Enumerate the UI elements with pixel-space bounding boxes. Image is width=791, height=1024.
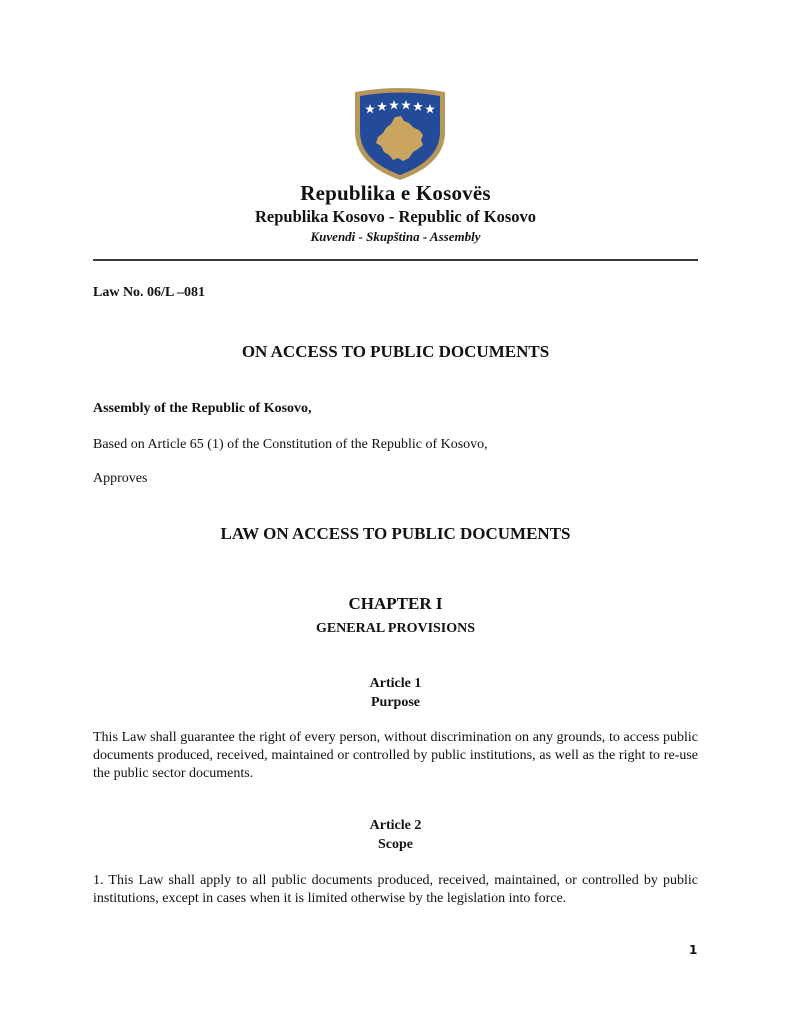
chapter-name: GENERAL PROVISIONS (315, 621, 476, 636)
law-title: LAW ON ACCESS TO PUBLIC DOCUMENTS (220, 524, 571, 543)
preamble-action: Approves (93, 471, 148, 486)
article-1-heading: Purpose (371, 695, 420, 710)
kosovo-coat-of-arms-icon (351, 86, 449, 182)
header-title-multilingual: Republika Kosovo - Republic of Kosovo (255, 207, 536, 226)
header-divider (93, 259, 698, 261)
article-1-number: Article 1 (369, 676, 422, 691)
article-2-heading: Scope (378, 837, 413, 852)
preamble-basis: Based on Article 65 (1) of the Constitution of the Republic of Kosovo, (93, 437, 488, 452)
page-number: 1 (689, 943, 698, 957)
header-title-albanian: Republika e Kosovës (300, 181, 491, 205)
chapter-number: CHAPTER I (348, 594, 443, 613)
article-1-text: This Law shall guarantee the right of every person, without discrimination on any grounds, to access public documents produced, received, maintained or controlled by public institutions, as well as the right to re-use the public sector documents. (93, 730, 698, 781)
document-title: ON ACCESS TO PUBLIC DOCUMENTS (241, 342, 550, 361)
article-2-number: Article 2 (369, 818, 422, 833)
header-institution: Kuvendi - Skupština - Assembly (310, 229, 481, 244)
law-number: Law No. 06/L –081 (93, 285, 206, 300)
preamble-issuer: Assembly of the Republic of Kosovo, (93, 401, 312, 416)
article-2-text: 1. This Law shall apply to all public documents produced, received, maintained, or controlled by public institutions, except in cases when it is limited otherwise by the legislation into force. (93, 873, 698, 906)
